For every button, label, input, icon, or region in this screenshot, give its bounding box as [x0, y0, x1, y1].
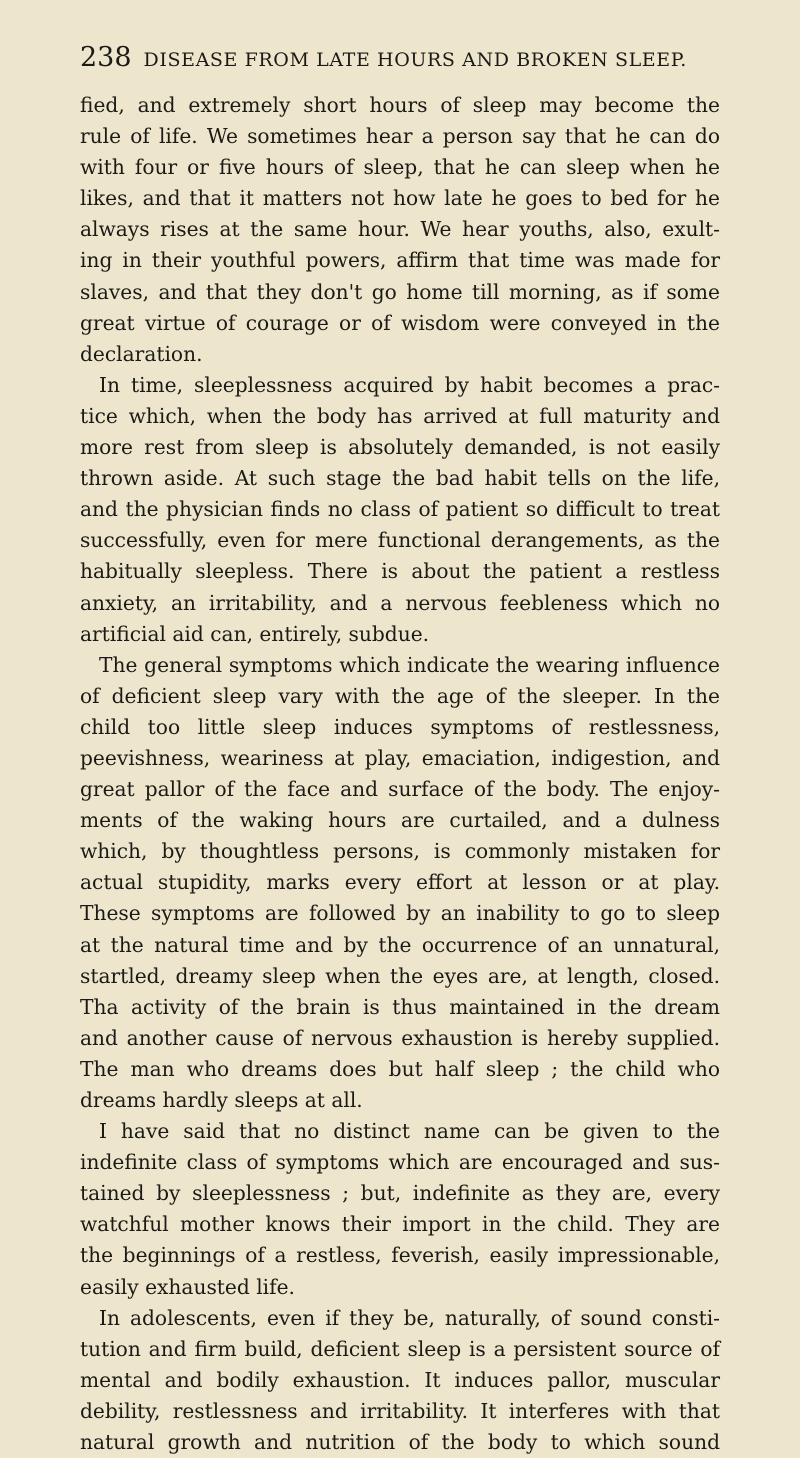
text-line: great pallor of the face and surface of the body. The enjoy-: [80, 777, 720, 802]
text-line: rule of life. We sometimes hear a person say that he can do: [80, 124, 720, 149]
text-line: debility, restlessness and irritability. It interferes with that: [80, 1398, 720, 1423]
text-line: artificial aid can, entirely, subdue.: [80, 621, 430, 646]
page-number: 238: [80, 42, 132, 73]
text-line: actual stupidity, marks every effort at lesson or at play.: [80, 870, 720, 895]
text-line: mental and bodily exhaustion. It induces pallor, muscular: [80, 1367, 720, 1392]
text-line: with four or five hours of sleep, that he can sleep when he: [80, 155, 720, 180]
text-line: slaves, and that they don't go home till morning, as if some: [80, 279, 720, 304]
text-line: habitually sleepless. There is about the patient a restless: [80, 559, 720, 584]
running-head: [80, 42, 720, 82]
text-line: These symptoms are followed by an inability to go to sleep: [80, 901, 720, 926]
text-line: at the natural time and by the occurrence of an unnatural,: [80, 932, 720, 957]
text-line: which, by thoughtless persons, is commonly mistaken for: [80, 839, 720, 864]
text-line: anxiety, an irritability, and a nervous feebleness which no: [80, 590, 720, 615]
paragraph-start-line: In adolescents, even if they be, naturally, of sound consti-: [99, 1305, 720, 1330]
text-line: more rest from sleep is absolutely demanded, is not easily: [80, 435, 720, 460]
paragraph-start-line: The general symptoms which indicate the wearing influence: [99, 652, 720, 677]
text-line: tice which, when the body has arrived at full maturity and: [80, 403, 720, 428]
text-line: easily exhausted life.: [80, 1274, 295, 1299]
text-line: watchful mother knows their import in the child. They are: [80, 1212, 720, 1237]
body-text: [80, 90, 720, 1458]
text-line: startled, dreamy sleep when the eyes are, at length, closed.: [80, 963, 720, 988]
paragraph-start-line: In time, sleeplessness acquired by habit becomes a prac-: [99, 372, 720, 397]
text-line: The man who dreams does but half sleep ; the child who: [80, 1056, 720, 1081]
text-line: successfully, even for mere functional derangements, as the: [80, 528, 720, 553]
text-line: and the physician finds no class of patient so difficult to treat: [80, 497, 720, 522]
text-line: Tha activity of the brain is thus maintained in the dream: [80, 994, 720, 1019]
paragraph-start-line: I have said that no distinct name can be given to the: [99, 1119, 720, 1144]
running-title: DISEASE FROM LATE HOURS AND BROKEN SLEEP.: [143, 49, 687, 71]
text-line: of deficient sleep vary with the age of the sleeper. In the: [80, 683, 720, 708]
text-line: ments of the waking hours are curtailed, and a dulness: [80, 808, 720, 833]
text-line: tained by sleeplessness ; but, indefinite as they are, every: [80, 1181, 720, 1206]
text-line: always rises at the same hour. We hear youths, also, exult-: [80, 217, 720, 242]
text-line: declaration.: [80, 341, 203, 366]
text-line: indefinite class of symptoms which are encouraged and sus-: [80, 1150, 720, 1175]
text-line: tution and firm build, deficient sleep is a persistent source of: [80, 1336, 720, 1361]
text-line: dreams hardly sleeps at all.: [80, 1088, 363, 1112]
text-line: peevishness, weariness at play, emaciation, indigestion, and: [80, 745, 720, 770]
book-page: [80, 42, 720, 1458]
text-line: the beginnings of a restless, feverish, easily impressionable,: [80, 1243, 720, 1268]
text-line: child too little sleep induces symptoms of restlessness,: [80, 714, 720, 739]
text-line: thrown aside. At such stage the bad habit tells on the life,: [80, 466, 720, 491]
text-line: and another cause of nervous exhaustion is hereby supplied.: [80, 1025, 720, 1050]
text-line: likes, and that it matters not how late he goes to bed for he: [80, 186, 720, 211]
text-line: natural growth and nutrition of the body to which sound: [80, 1430, 720, 1455]
text-line: ing in their youthful powers, affirm that time was made for: [80, 248, 720, 273]
text-line: fied, and extremely short hours of sleep may become the: [80, 93, 720, 117]
text-line: great virtue of courage or of wisdom were conveyed in the: [80, 310, 720, 335]
